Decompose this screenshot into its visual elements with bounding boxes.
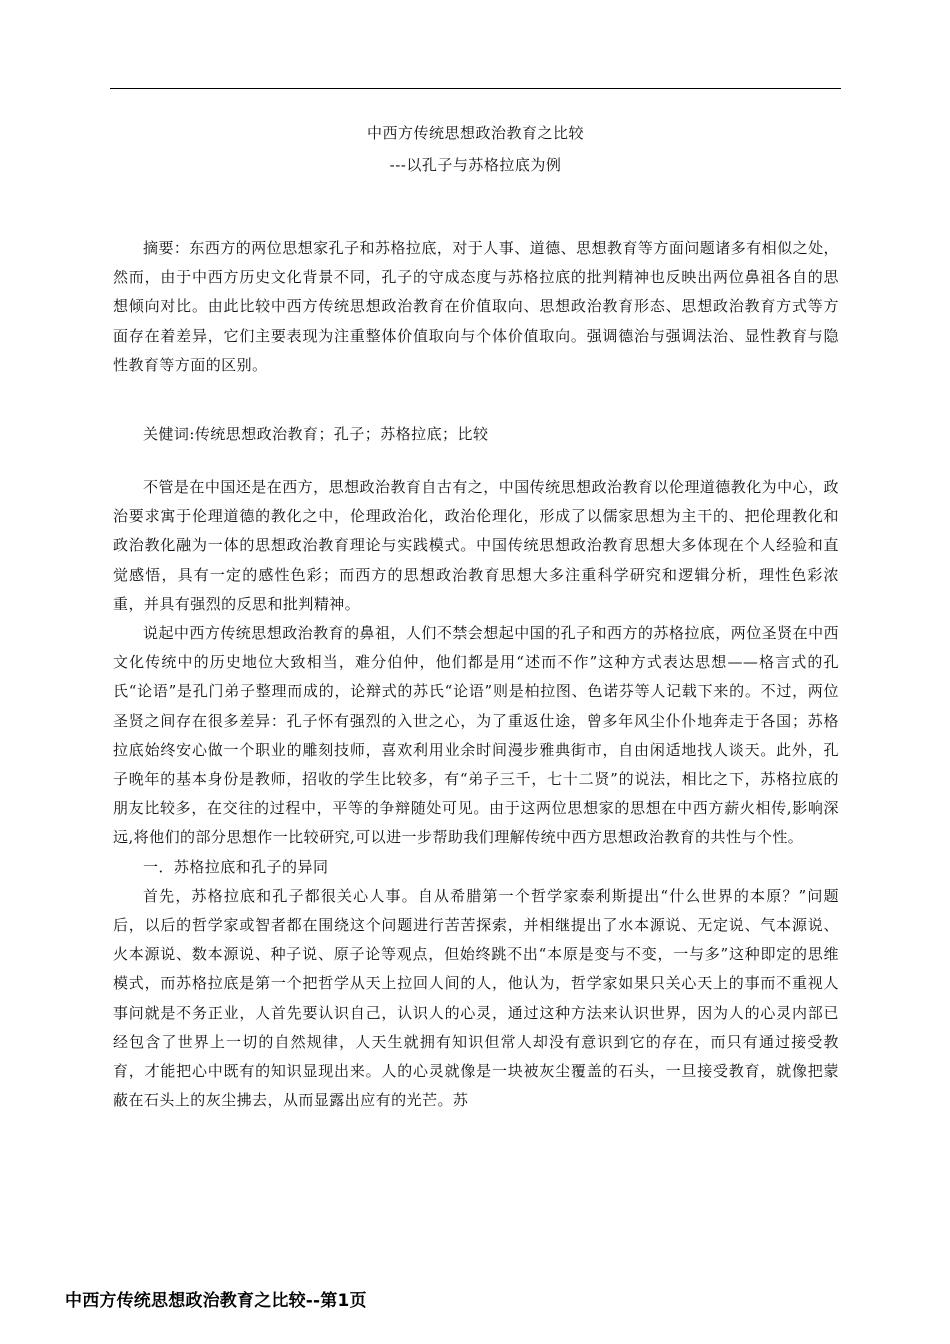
- document-title: 中西方传统思想政治教育之比较: [366, 124, 584, 142]
- abstract-section: [113, 234, 839, 380]
- keywords-line: 关健词:传统思想政治教育；孔子；苏格拉底；比较: [143, 425, 489, 443]
- header-rule: [110, 88, 841, 89]
- body-paragraph: 首先，苏格拉底和孔子都很关心人事。自从希腊第一个哲学家泰利斯提出“什么世界的本原？”问题后，以后的哲学家或智者都在围绕这个问题进行苦苦探索，并相继提出了水本源说、无定说、气本源说、火本源说、数本源说、种子说、原子论等观点，但始终跳不出“本原是变与不变，一与多”这种即定的思维模式，而苏格拉底是第一个把哲学从天上拉回人间的人，他认为，哲学家如果只关心天上的事而不重视人事问就是不务正业，人首先要认识自己，认识人的心灵，通过这种方法来认识世界，因为人的心灵内部已经包含了世界上一切的自然规律，人天生就拥有知识但常人却没有意识到它的存在，而只有通过接受教育，才能把心中既有的知识显现出来。人的心灵就像是一块被灰尘覆盖的石头，一旦接受教育，就像把蒙蔽在石头上的灰尘拂去，从而显露出应有的光芒。苏: [113, 886, 839, 1110]
- document-subtitle: ---以孔子与苏格拉底为例: [389, 156, 562, 174]
- body-section: [113, 473, 839, 1115]
- page-footer-label: 中西方传统思想政治教育之比较--第1页: [65, 1291, 367, 1311]
- abstract-paragraph: 摘要：东西方的两位思想家孔子和苏格拉底，对于人事、道德、思想教育等方面问题诸多有相似之处，然而，由于中西方历史文化背景不同，孔子的守成态度与苏格拉底的批判精神也反映出两位鼻祖各自的思想倾向对比。由此比较中西方传统思想政治教育在价值取向、思想政治教育形态、思想政治教育方式等方面存在着差异，它们主要表现为注重整体价值取向与个体价值取向。强调德治与强调法治、显性教育与隐性教育等方面的区别。: [113, 239, 839, 374]
- keywords-section: [113, 420, 839, 449]
- body-paragraph: 说起中西方传统思想政治教育的鼻祖，人们不禁会想起中国的孔子和西方的苏格拉底，两位圣贤在中西文化传统中的历史地位大致相当，难分伯仲，他们都是用“述而不作”这种方式表达思想——格言式的孔氏“论语”是孔门弟子整理而成的，论辩式的苏氏“论语”则是柏拉图、色诺芬等人记载下来的。不过，两位圣贤之间存在很多差异：孔子怀有强烈的入世之心，为了重返仕途，曾多年风尘仆仆地奔走于各国；苏格拉底始终安心做一个职业的雕刻技师，喜欢利用业余时间漫步雅典街市，自由闲适地找人谈天。此外，孔子晚年的基本身份是教师，招收的学生比较多，有“弟子三千，七十二贤”的说法，相比之下，苏格拉底的朋友比较多，在交往的过程中，平等的争辩随处可见。由于这两位思想家的思想在中西方薪火相传,影响深远,将他们的部分思想作一比较研究,可以进一步帮助我们理解传统中西方思想政治教育的共性与个性。: [113, 624, 839, 847]
- body-paragraph: 不管是在中国还是在西方，思想政治教育自古有之，中国传统思想政治教育以伦理道德教化为中心，政治要求寓于伦理道德的教化之中，伦理政治化，政治伦理化，形成了以儒家思想为主干的、把伦理教化和政治教化融为一体的思想政治教育理论与实践模式。中国传统思想政治教育思想大多体现在个人经验和直觉感悟，具有一定的感性色彩；而西方的思想政治教育思想大多注重科学研究和逻辑分析，理性色彩浓重，并具有强烈的反思和批判精神。: [113, 478, 839, 613]
- section-heading: 一．苏格拉底和孔子的异同: [143, 857, 329, 876]
